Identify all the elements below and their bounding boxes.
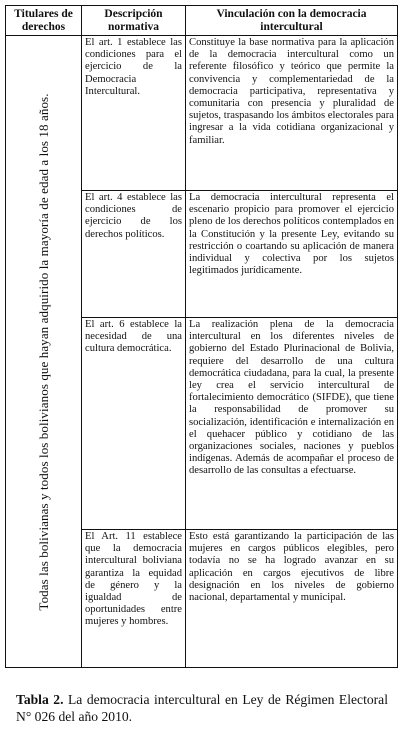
legal-table — [5, 5, 398, 668]
vinculacion-cell: La democracia intercultural representa el escenario propicio para promover el ejercicio pleno de los derechos políticos contemplados en la Constitución y la presente Ley, evitando su restricción o coartando su aplicación de manera individual y colectiva por los sujetos legitimados jurídicamente. — [186, 191, 398, 318]
table-caption — [16, 692, 388, 725]
descripcion-cell: El art. 4 establece las condiciones de ejercicio de los derechos políticos. — [82, 191, 186, 318]
titulares-text: Todas las bolivianas y todos los bolivianos que hayan adquirido la mayoría de edad a los 18 años. — [35, 92, 51, 611]
titulares-cell — [6, 36, 82, 668]
vinculacion-cell: Esto está garantizando la participación de las mujeres en cargos públicos elegibles, pero todavía no se ha logrado avanzar en su aplicación en cargos ejecutivos de libre designación en los niveles de gobierno nacional, departamental y municipal. — [186, 530, 398, 668]
caption-text: La democracia intercultural en Ley de Régimen Electoral N° 026 del año 2010. — [16, 692, 388, 724]
table-row — [6, 36, 398, 191]
caption-label: Tabla 2. — [16, 692, 64, 707]
descripcion-cell: El art. 6 establece la necesidad de una cultura democrática. — [82, 318, 186, 530]
descripcion-cell: El Art. 11 establece que la democracia intercultural boliviana garantiza la equidad de género y la igualdad de oportunidades entre mujeres y hombres. — [82, 530, 186, 668]
header-titulares: Titulares de derechos — [6, 6, 82, 36]
vinculacion-cell: Constituye la base normativa para la aplicación de la democracia intercultural como un referente filosófico y teórico que permite la convivencia y complementariedad de la democracia participativa, representativa y comunitaria con presencia y pluralidad de sujetos, traspasando los ámbitos electorales para ingresar a la vida cotidiana organizacional y familiar. — [186, 36, 398, 191]
table-header-row — [6, 6, 398, 36]
header-vinculacion: Vinculación con la democracia intercultural — [186, 6, 398, 36]
header-descripcion: Descripción normativa — [82, 6, 186, 36]
descripcion-cell: El art. 1 establece las condiciones para el ejercicio de la Democracia Intercultural. — [82, 36, 186, 191]
vinculacion-cell: La realización plena de la democracia intercultural en los diferentes niveles de gobierno del Estado Plurinacional de Bolivia, requiere del desarrollo de una cultura democrática ciudadana, para la cual, la presente ley crea el servicio intercultural de fortalecimiento democrático (SIFDE), que tiene la responsabilidad de promover su socialización, identificación e internalización en el quehacer público y cotidiano de las organizaciones sociales, naciones y pueblos indígenas. Además de acompañar el proceso de desarrollo de las consultas a efectuarse. — [186, 318, 398, 530]
